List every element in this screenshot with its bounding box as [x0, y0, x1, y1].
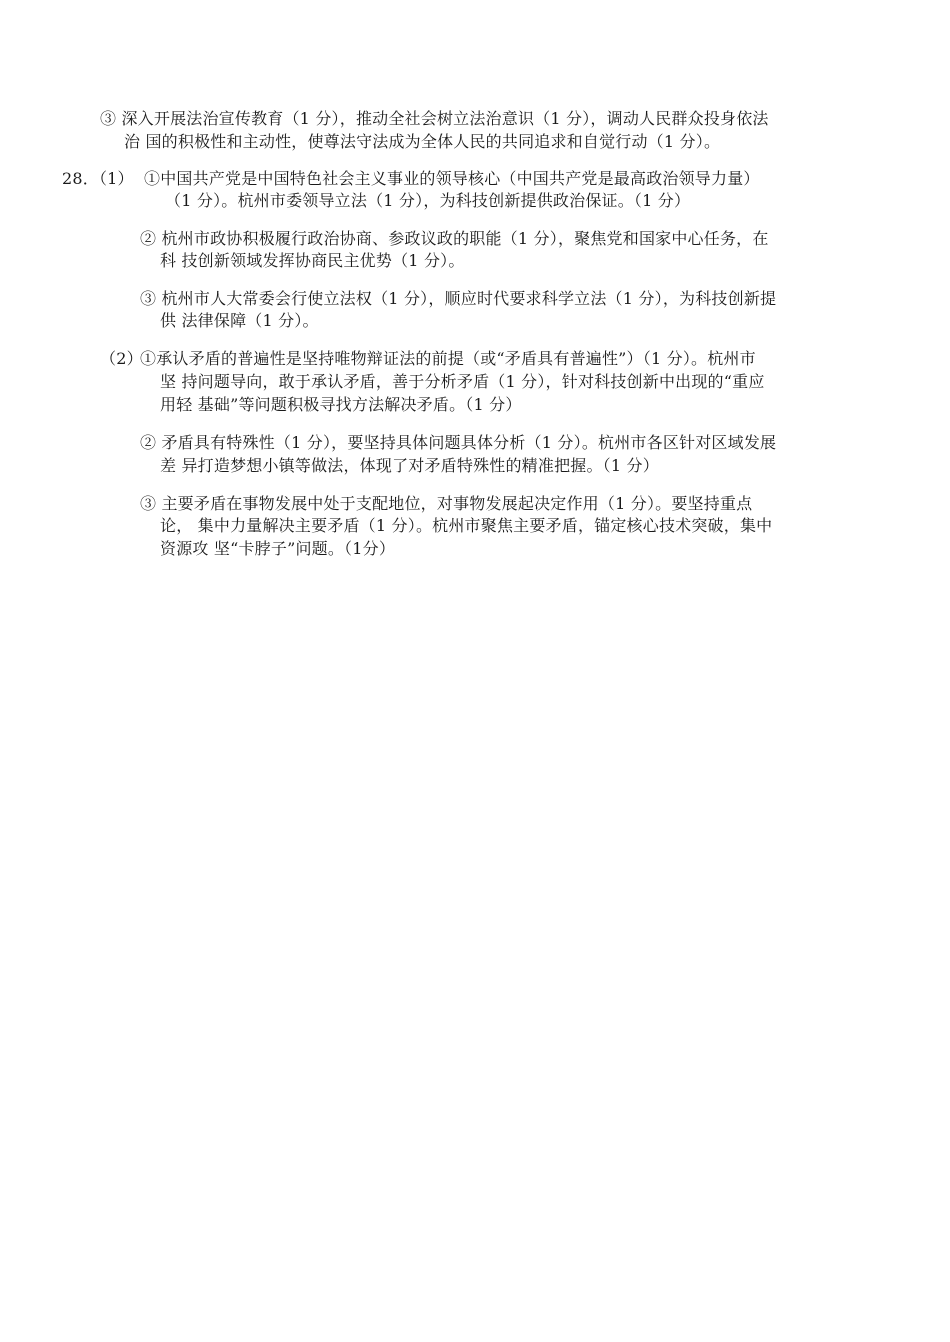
q28-part2-item2-line2: 差 异打造梦想小镇等做法，体现了对矛盾特殊性的精准把握。（1 分） — [160, 456, 659, 475]
q28-part2-item3-line2: 论， 集中力量解决主要矛盾（1 分）。杭州市聚焦主要矛盾，锚定核心技术突破，集中 — [160, 516, 773, 535]
question-28-part2-label: （2） — [100, 349, 143, 368]
q28-part2-item1-line1: ①承认矛盾的普遍性是坚持唯物辩证法的前提（或“矛盾具有普遍性”）（1 分）。杭州市 — [140, 349, 756, 368]
q28-part2-item1-line2: 坚 持问题导向，敢于承认矛盾，善于分析矛盾（1 分），针对科技创新中出现的“重应 — [160, 372, 765, 391]
q28-part1-item3-line2: 供 法律保障（1 分）。 — [160, 311, 319, 330]
question-28-part1-label: 28．（1） — [62, 169, 134, 188]
prev-answer-item3-line1: ③ 深入开展法治宣传教育（1 分），推动全社会树立法治意识（1 分），调动人民群众投身依法 — [100, 109, 769, 128]
q28-part2-item2-line1: ② 矛盾具有特殊性（1 分），要坚持具体问题具体分析（1 分）。杭州市各区针对区域发展 — [140, 433, 777, 452]
q28-part1-item1-line2: （1 分）。杭州市委领导立法（1 分），为科技创新提供政治保证。（1 分） — [165, 191, 691, 210]
q28-part2-item3-line1: ③ 主要矛盾在事物发展中处于支配地位，对事物发展起决定作用（1 分）。要坚持重点 — [140, 494, 753, 513]
q28-part1-item3-line1: ③ 杭州市人大常委会行使立法权（1 分），顺应时代要求科学立法（1 分），为科技创新提 — [140, 289, 777, 308]
q28-part1-item2-line2: 科 技创新领域发挥协商民主优势（1 分）。 — [160, 251, 465, 270]
q28-part1-item2-line1: ② 杭州市政协积极履行政治协商、参政议政的职能（1 分），聚焦党和国家中心任务，在 — [140, 229, 769, 248]
prev-answer-item3-line2: 治 国的积极性和主动性，使尊法守法成为全体人民的共同追求和自觉行动（1 分）。 — [124, 132, 721, 151]
q28-part1-item1-line1: ①中国共产党是中国特色社会主义事业的领导核心（中国共产党是最高政治领导力量） — [144, 169, 760, 188]
q28-part2-item3-line3: 资源攻 坚“卡脖子”问题。（1分） — [160, 539, 396, 558]
q28-part2-item1-line3: 用轻 基础”等问题积极寻找方法解决矛盾。（1 分） — [160, 395, 522, 414]
